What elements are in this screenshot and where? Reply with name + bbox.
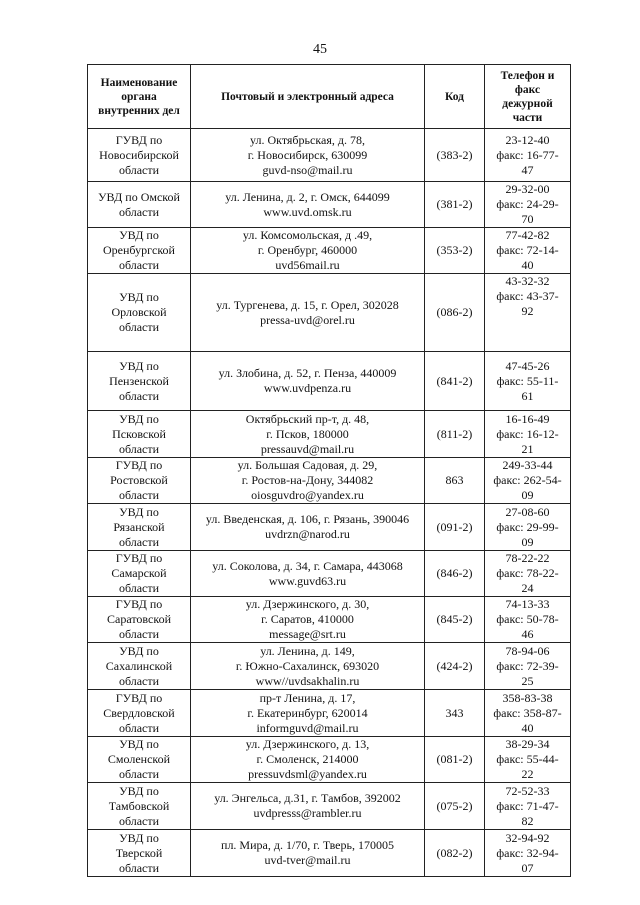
code-cell: (075-2) bbox=[425, 783, 485, 830]
address-cell: ул. Октябрьская, д. 78, г. Новосибирск, 630099 guvd-nso@mail.ru bbox=[191, 129, 425, 182]
table-row bbox=[88, 597, 571, 643]
phone-cell: 16-16-49 факс: 16-12- 21 bbox=[485, 411, 571, 458]
phone-cell: 32-94-92 факс: 32-94- 07 bbox=[485, 830, 571, 877]
agency-name-cell: ГУВД по Самарской области bbox=[88, 551, 191, 597]
phone-cell: 74-13-33 факс: 50-78- 46 bbox=[485, 597, 571, 643]
agency-name-cell: УВД по Орловской области bbox=[88, 274, 191, 352]
agency-name-cell: УВД по Омской области bbox=[88, 182, 191, 228]
code-cell: (383-2) bbox=[425, 129, 485, 182]
agency-name-cell: ГУВД по Новосибирской области bbox=[88, 129, 191, 182]
header-name: Наименование органа внутренних дел bbox=[88, 65, 191, 129]
table-row bbox=[88, 182, 571, 228]
table-row bbox=[88, 129, 571, 182]
phone-cell: 358-83-38 факс: 358-87- 40 bbox=[485, 690, 571, 737]
phone-cell: 38-29-34 факс: 55-44- 22 bbox=[485, 737, 571, 783]
address-cell: пл. Мира, д. 1/70, г. Тверь, 170005 uvd-tver@mail.ru bbox=[191, 830, 425, 877]
table-row bbox=[88, 411, 571, 458]
phone-cell: 78-94-06 факс: 72-39- 25 bbox=[485, 643, 571, 690]
agency-name-cell: УВД по Тверской области bbox=[88, 830, 191, 877]
agency-name-cell: УВД по Смоленской области bbox=[88, 737, 191, 783]
address-cell: ул. Ленина, д. 149, г. Южно-Сахалинск, 693020 www//uvdsakhalin.ru bbox=[191, 643, 425, 690]
table-row bbox=[88, 458, 571, 504]
address-cell: пр-т Ленина, д. 17, г. Екатеринбург, 620014 informguvd@mail.ru bbox=[191, 690, 425, 737]
address-cell: ул. Тургенева, д. 15, г. Орел, 302028 pressa-uvd@orel.ru bbox=[191, 274, 425, 352]
table-row bbox=[88, 274, 571, 352]
code-cell: (424-2) bbox=[425, 643, 485, 690]
table-row bbox=[88, 690, 571, 737]
table-header-row bbox=[88, 65, 571, 129]
table-row bbox=[88, 737, 571, 783]
address-cell: ул. Энгельса, д.31, г. Тамбов, 392002 uvdpresss@rambler.ru bbox=[191, 783, 425, 830]
phone-cell: 72-52-33 факс: 71-47- 82 bbox=[485, 783, 571, 830]
code-cell: (381-2) bbox=[425, 182, 485, 228]
code-cell: (086-2) bbox=[425, 274, 485, 352]
address-cell: ул. Большая Садовая, д. 29, г. Ростов-на-Дону, 344082 oiosguvdro@yandex.ru bbox=[191, 458, 425, 504]
table-row bbox=[88, 352, 571, 411]
table-body bbox=[88, 129, 571, 877]
agency-name-cell: УВД по Псковской области bbox=[88, 411, 191, 458]
address-cell: ул. Комсомольская, д .49, г. Оренбург, 460000 uvd56mail.ru bbox=[191, 228, 425, 274]
code-cell: (811-2) bbox=[425, 411, 485, 458]
address-cell: ул. Дзержинского, д. 13, г. Смоленск, 214000 pressuvdsml@yandex.ru bbox=[191, 737, 425, 783]
address-cell: ул. Введенская, д. 106, г. Рязань, 390046 uvdrzn@narod.ru bbox=[191, 504, 425, 551]
phone-cell: 43-32-32 факс: 43-37- 92 bbox=[485, 274, 571, 352]
table-row bbox=[88, 783, 571, 830]
code-cell: (082-2) bbox=[425, 830, 485, 877]
code-cell: 343 bbox=[425, 690, 485, 737]
table-row bbox=[88, 643, 571, 690]
code-cell: (845-2) bbox=[425, 597, 485, 643]
agency-name-cell: ГУВД по Свердловской области bbox=[88, 690, 191, 737]
agency-name-cell: УВД по Пензенской области bbox=[88, 352, 191, 411]
phone-cell: 29-32-00 факс: 24-29- 70 bbox=[485, 182, 571, 228]
agency-name-cell: УВД по Сахалинской области bbox=[88, 643, 191, 690]
phone-cell: 23-12-40 факс: 16-77- 47 bbox=[485, 129, 571, 182]
phone-cell: 47-45-26 факс: 55-11- 61 bbox=[485, 352, 571, 411]
phone-cell: 77-42-82 факс: 72-14- 40 bbox=[485, 228, 571, 274]
table-row bbox=[88, 551, 571, 597]
agency-name-cell: ГУВД по Саратовской области bbox=[88, 597, 191, 643]
agency-name-cell: УВД по Тамбовской области bbox=[88, 783, 191, 830]
phone-cell: 78-22-22 факс: 78-22- 24 bbox=[485, 551, 571, 597]
table-row bbox=[88, 830, 571, 877]
address-cell: ул. Ленина, д. 2, г. Омск, 644099 www.uvd.omsk.ru bbox=[191, 182, 425, 228]
header-address: Почтовый и электронный адреса bbox=[191, 65, 425, 129]
agency-name-cell: УВД по Рязанской области bbox=[88, 504, 191, 551]
address-cell: ул. Соколова, д. 34, г. Самара, 443068 www.guvd63.ru bbox=[191, 551, 425, 597]
code-cell: (353-2) bbox=[425, 228, 485, 274]
address-cell: ул. Дзержинского, д. 30, г. Саратов, 410000 message@srt.ru bbox=[191, 597, 425, 643]
code-cell: (846-2) bbox=[425, 551, 485, 597]
header-phone: Телефон и факс дежурной части bbox=[485, 65, 571, 129]
address-cell: ул. Злобина, д. 52, г. Пенза, 440009 www.uvdpenza.ru bbox=[191, 352, 425, 411]
agency-name-cell: ГУВД по Ростовской области bbox=[88, 458, 191, 504]
code-cell: (091-2) bbox=[425, 504, 485, 551]
table-row bbox=[88, 504, 571, 551]
code-cell: (081-2) bbox=[425, 737, 485, 783]
code-cell: (841-2) bbox=[425, 352, 485, 411]
police-directory-table bbox=[87, 64, 571, 877]
header-code: Код bbox=[425, 65, 485, 129]
phone-cell: 27-08-60 факс: 29-99- 09 bbox=[485, 504, 571, 551]
code-cell: 863 bbox=[425, 458, 485, 504]
address-cell: Октябрьский пр-т, д. 48, г. Псков, 180000 pressauvd@mail.ru bbox=[191, 411, 425, 458]
agency-name-cell: УВД по Оренбургской области bbox=[88, 228, 191, 274]
phone-cell: 249-33-44 факс: 262-54- 09 bbox=[485, 458, 571, 504]
table-row bbox=[88, 228, 571, 274]
page-number: 45 bbox=[313, 42, 327, 57]
